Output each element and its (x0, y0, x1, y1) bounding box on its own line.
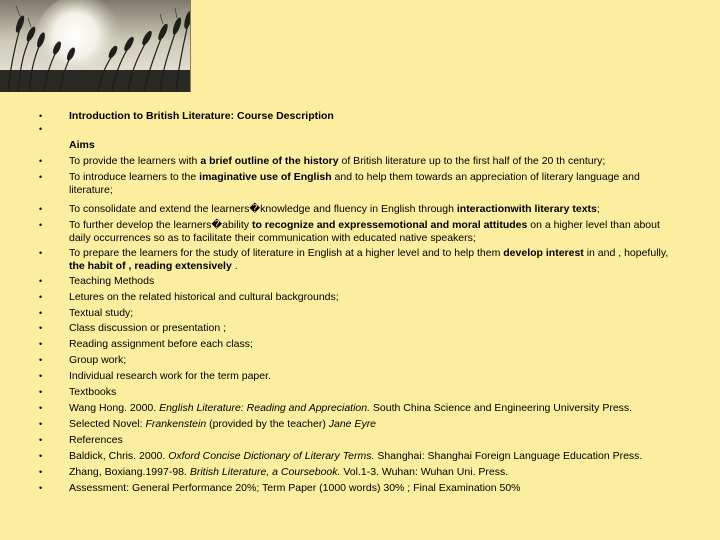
list-item-text (69, 482, 674, 495)
header-divider (190, 0, 191, 92)
text-run: (provided by the teacher) (206, 418, 329, 430)
bullet-icon: • (39, 276, 43, 286)
text-run: Reading assignment before each class; (69, 338, 253, 350)
list-item-text (69, 247, 674, 273)
text-run: To introduce learners to the (69, 171, 200, 183)
bullet-icon: • (39, 483, 43, 493)
bullet-icon: • (39, 124, 43, 134)
bullet-icon: • (39, 355, 43, 365)
list-item-text (69, 370, 674, 383)
text-run: . (231, 260, 238, 272)
bullet-icon: • (39, 435, 43, 445)
bullet-icon: • (39, 156, 43, 166)
bullet-icon: • (39, 339, 43, 349)
text-run: References (69, 434, 123, 446)
text-run: interactionwith literary texts (456, 203, 597, 215)
list-item-text (69, 171, 674, 197)
bullet-icon: • (39, 371, 43, 381)
text-run: and to help them towards an appreciation of literary language and literature; (69, 171, 640, 196)
text-run: Jane Eyre (328, 418, 377, 430)
text-run: ; (596, 203, 600, 215)
text-run: Shanghai: Shanghai Foreign Language Education Press. (374, 450, 643, 462)
text-run: Textbooks (69, 386, 117, 398)
bullet-icon: • (39, 419, 43, 429)
bullet-icon: • (39, 172, 43, 182)
list-item-text (69, 155, 674, 168)
text-run: Aims (69, 139, 95, 151)
text-run: on a higher level than about daily occurrences so as to facilitate their communication with educated native speakers; (69, 219, 660, 244)
list-item-text (69, 219, 674, 245)
bullet-icon: • (39, 220, 43, 230)
bullet-icon: • (39, 387, 43, 397)
text-run: Letures on the related historical and cultural backgrounds; (69, 291, 339, 303)
text-run: of British literature up to the first half of the 20 th century; (338, 155, 606, 167)
text-run: Textual study; (69, 307, 134, 319)
text-run: develop interest (503, 247, 584, 259)
bullet-icon: • (39, 467, 43, 477)
text-run: in and , hopefully, (583, 247, 669, 259)
text-run: the habit of , reading extensively (69, 260, 232, 272)
text-run: Assessment: General Performance 20%; Term Paper (1000 words) 30% ; Final Examination 50% (69, 482, 521, 494)
text-run: Individual research work for the term paper. (69, 370, 271, 382)
text-run: Wang Hong. 2000. (69, 402, 160, 414)
text-run: British Literature, a Coursebook. (189, 466, 341, 478)
text-run: Class discussion or presentation ; (69, 322, 226, 334)
text-run: Oxford Concise Dictionary of Literary Terms. (168, 450, 375, 462)
list-item-text (69, 338, 674, 351)
list-item-text (69, 291, 674, 304)
list-item-text (69, 307, 674, 320)
list-item-text (69, 275, 674, 288)
bullet-icon: • (39, 292, 43, 302)
bullet-icon: • (39, 403, 43, 413)
text-run: Teaching Methods (69, 275, 155, 287)
bullet-icon: • (39, 248, 43, 258)
text-run: a brief outline of the history (200, 155, 339, 167)
text-run: English Literature: Reading and Appreciation. (159, 402, 371, 414)
list-item-text (69, 110, 674, 123)
text-run: to recognize and expressemotional and moral attitudes (251, 219, 528, 231)
bullet-icon: • (39, 204, 43, 214)
list-item-text (69, 139, 674, 152)
bullet-icon: • (39, 308, 43, 318)
text-run: Introduction to British Literature: Course Description (69, 110, 334, 122)
list-item-text (69, 466, 674, 479)
list-item-text (69, 418, 674, 431)
text-run: South China Science and Engineering University Press. (370, 402, 633, 414)
list-item-text (69, 402, 674, 415)
text-run: Vol.1-3. Wuhan: Wuhan Uni. Press. (340, 466, 509, 478)
text-run: Baldick, Chris. 2000. (69, 450, 169, 462)
text-run: Zhang, Boxiang.1997-98. (69, 466, 190, 478)
text-run: To consolidate and extend the learners�knowledge and fluency in English through (69, 203, 457, 215)
text-run: To further develop the learners�ability (69, 219, 252, 231)
list-item-text (69, 434, 674, 447)
wheat-field-photo (0, 0, 190, 92)
bullet-icon: • (39, 451, 43, 461)
bullet-icon: • (39, 111, 43, 121)
text-run: To provide the learners with (69, 155, 201, 167)
list-item-text (69, 322, 674, 335)
bullet-icon: • (39, 323, 43, 333)
list-item-text (69, 203, 674, 216)
list-item-text (69, 386, 674, 399)
text-run: Frankenstein (145, 418, 207, 430)
list-item-text (69, 354, 674, 367)
text-run: imaginative use of English (199, 171, 332, 183)
text-run: To prepare the learners for the study of literature in English at a higher level and to help them (69, 247, 504, 259)
text-run: Group work; (69, 354, 127, 366)
text-run: Selected Novel: (69, 418, 146, 430)
list-item-text (69, 450, 674, 463)
